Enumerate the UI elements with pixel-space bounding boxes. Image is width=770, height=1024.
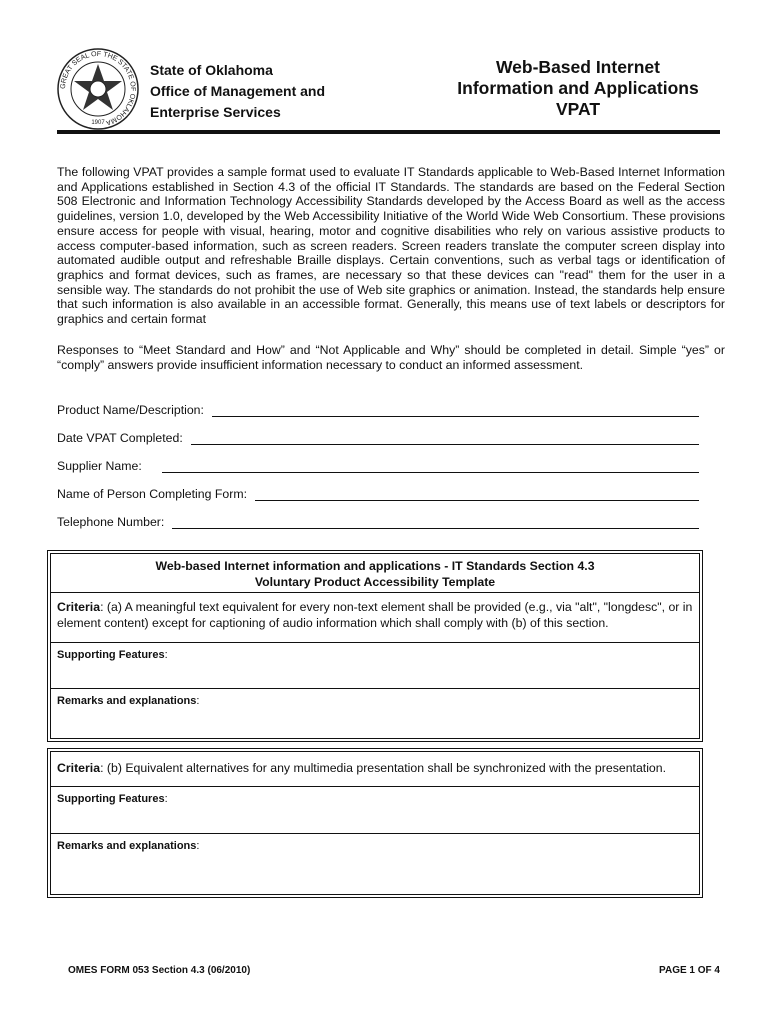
document-title-line-1: Web-Based Internet bbox=[495, 57, 660, 77]
remarks-a[interactable] bbox=[51, 689, 699, 735]
supporting-features-colon: : bbox=[164, 793, 168, 805]
person-name-line[interactable] bbox=[255, 488, 699, 501]
intro-paragraph-part-2: . The standards are based on the Federal Section 508 Electronic and Information Technology Accessibility Standards developed by the Access Board as well as the access guidelines, version 1.0, developed by the Web Accessibility Initiative of the World Wide Web Consortium. These provisions ensure access for people with visual, hearing, motor and cognitive disabilities who rely on various assistive products to access computer-based information, such as screen readers. Screen readers translate the computer screen display into automated audible output and refreshable Braille displays. Certain conventions, such as verbal tags or identification of graphics and format devices, such as frames, are necessary so that these devices can "read" them for the user in a sensible way. The standards do not prohibit the use of Web site graphics or animation. Instead, the standards help ensure that such information is also available in an accessible format. Generally, this means use of text labels or descriptors for graphics and certain format bbox=[57, 179, 725, 327]
product-name-line[interactable] bbox=[212, 404, 699, 417]
criteria-label: Criteria bbox=[57, 600, 101, 614]
table-heading-line-2: Voluntary Product Accessibility Template bbox=[254, 575, 496, 589]
criteria-b-row bbox=[51, 752, 699, 787]
document-title-line-3: VPAT bbox=[555, 99, 601, 119]
criteria-b-table bbox=[50, 751, 700, 895]
intro-paragraph bbox=[57, 165, 725, 327]
telephone-line[interactable] bbox=[172, 516, 699, 529]
form-identifier: OMES FORM 053 Section 4.3 (06/2010) bbox=[68, 965, 251, 976]
supporting-features-label: Supporting Features bbox=[57, 649, 165, 661]
remarks-label: Remarks and explanations bbox=[57, 695, 197, 707]
agency-name-line-1: State of Oklahoma bbox=[150, 62, 273, 78]
supplier-name-field[interactable] bbox=[57, 459, 699, 473]
remarks-colon: : bbox=[196, 695, 200, 707]
date-completed-line[interactable] bbox=[191, 432, 699, 445]
seal-ring-text: GREAT SEAL OF THE STATE OF OKLAHOMA bbox=[59, 50, 137, 126]
criteria-a-text: : (a) A meaningful text equivalent for every non-text element shall be provided (e.g., via "alt", "longdesc", or in element content) except for captioning of audio information which shall comply with (b) of this section. bbox=[57, 600, 693, 630]
agency-name bbox=[150, 60, 325, 123]
seal-year: 1907 bbox=[91, 120, 105, 126]
criteria-a-row bbox=[51, 593, 699, 643]
telephone-label: Telephone Number: bbox=[57, 515, 165, 529]
document-title-line-2: Information and Applications bbox=[457, 78, 699, 98]
header-divider bbox=[57, 130, 720, 134]
remarks-b[interactable] bbox=[51, 834, 699, 880]
criteria-a-table bbox=[50, 553, 700, 739]
intro-paragraph-part-1: The following VPAT provides a sample format used to evaluate IT Standards applicable to Web-Based Internet Information and Applications established in Section 4.3 of the official IT Standards bbox=[57, 165, 725, 194]
supporting-features-b[interactable] bbox=[51, 787, 699, 834]
product-name-field[interactable] bbox=[57, 403, 699, 417]
document-title bbox=[440, 57, 716, 120]
remarks-colon: : bbox=[196, 840, 200, 852]
date-completed-field[interactable] bbox=[57, 431, 699, 445]
response-instructions: Responses to “Meet Standard and How” and “Not Applicable and Why” should be completed in detail. Simple “yes” or “comply” answers provide insufficient information necessary to conduct an informed assessment. bbox=[57, 343, 725, 372]
person-name-label: Name of Person Completing Form: bbox=[57, 487, 247, 501]
agency-name-line-2: Office of Management and bbox=[150, 83, 326, 99]
table-heading bbox=[51, 554, 699, 593]
supporting-features-a[interactable] bbox=[51, 643, 699, 689]
remarks-label: Remarks and explanations bbox=[57, 840, 197, 852]
agency-name-line-3: Enterprise Services bbox=[150, 104, 281, 120]
telephone-field[interactable] bbox=[57, 515, 699, 529]
criteria-b-text: : (b) Equivalent alternatives for any multimedia presentation shall be synchronized with the presentation. bbox=[100, 761, 667, 775]
criteria-label: Criteria bbox=[57, 761, 101, 775]
supporting-features-colon: : bbox=[164, 649, 168, 661]
supporting-features-label: Supporting Features bbox=[57, 793, 165, 805]
table-heading-line-1: Web-based Internet information and applications - IT Standards Section 4.3 bbox=[155, 559, 595, 573]
supplier-name-line[interactable] bbox=[162, 460, 699, 473]
page-number: PAGE 1 OF 4 bbox=[659, 965, 720, 976]
person-name-field[interactable] bbox=[57, 487, 699, 501]
supplier-name-label: Supplier Name: bbox=[57, 459, 142, 473]
oklahoma-state-seal bbox=[57, 48, 139, 130]
product-name-label: Product Name/Description: bbox=[57, 403, 204, 417]
date-completed-label: Date VPAT Completed: bbox=[57, 431, 183, 445]
